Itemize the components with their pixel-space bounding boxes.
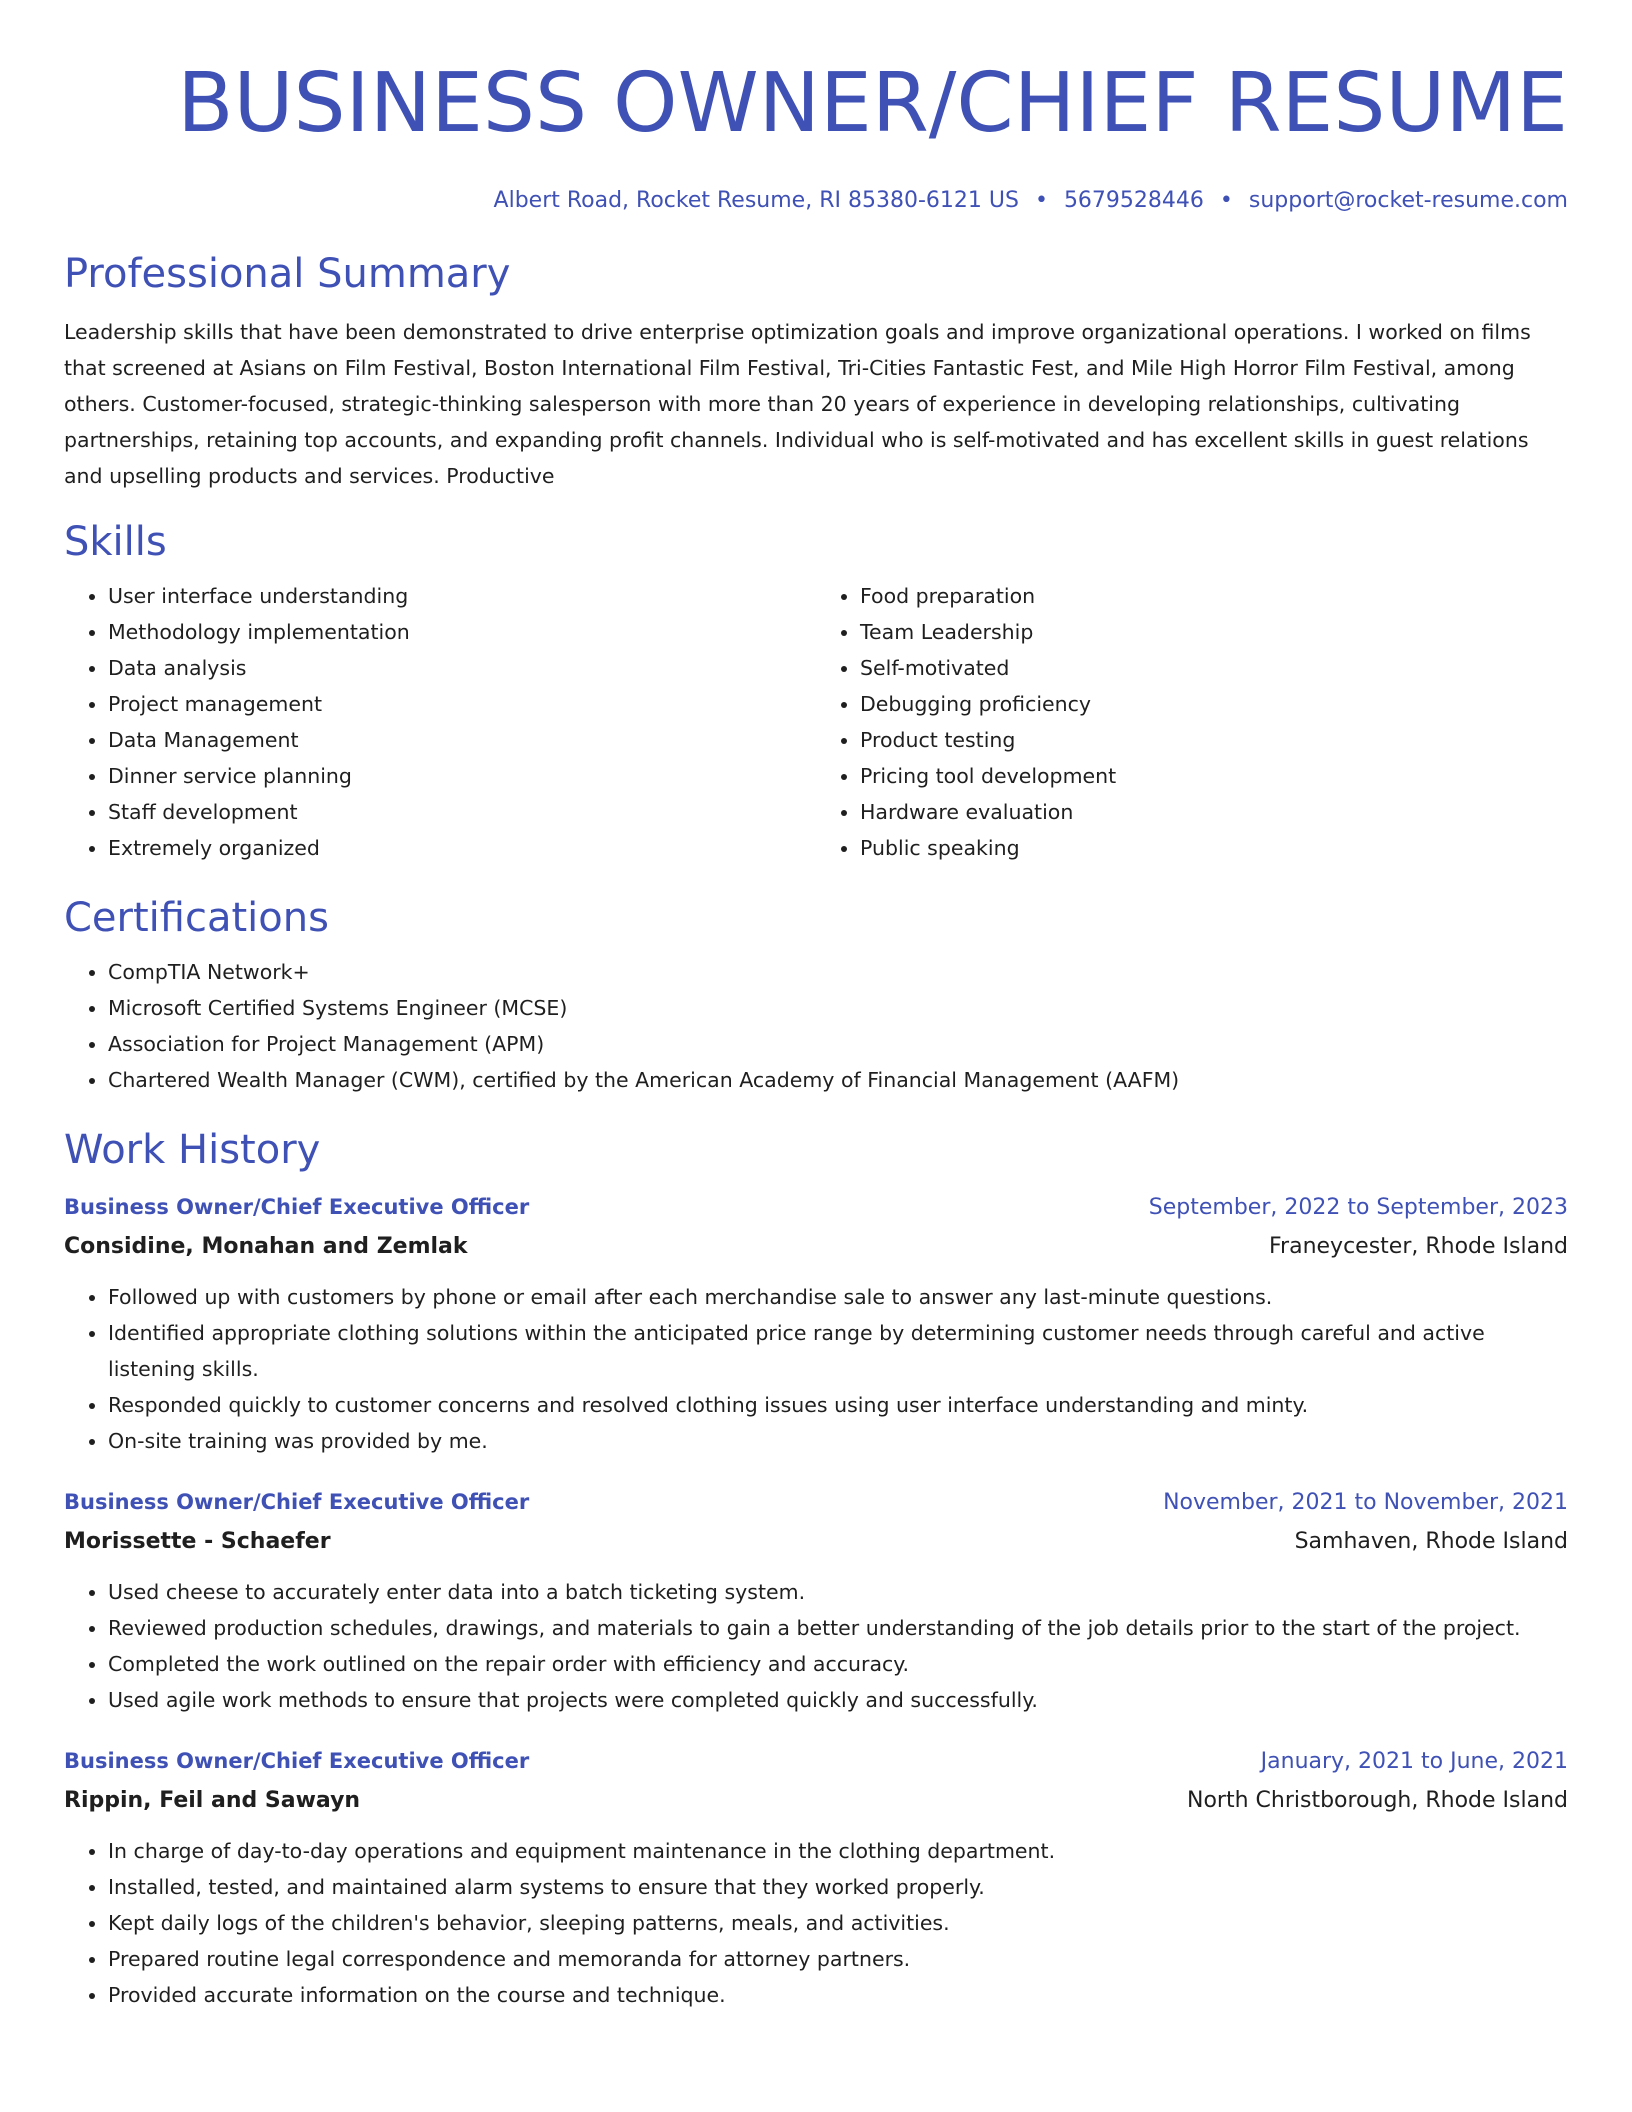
- job-dates: January, 2021 to June, 2021: [1260, 1749, 1568, 1774]
- skill-item: • Data analysis: [108, 650, 816, 686]
- resume-title: BUSINESS OWNER/CHIEF RESUME: [177, 56, 1568, 151]
- job-location: North Christborough, Rhode Island: [1187, 1788, 1568, 1813]
- skill-item: • Team Leadership: [860, 614, 1568, 650]
- contact-phone: 5679528446: [1063, 188, 1204, 213]
- contact-email[interactable]: support@rocket-resume.com: [1248, 188, 1568, 213]
- job-entry: [64, 1483, 1568, 1718]
- certifications-heading: Certifications: [64, 895, 329, 941]
- certification-item: • Microsoft Certified Systems Engineer (MCSE): [108, 990, 1568, 1026]
- certifications-list: [64, 954, 1568, 1098]
- certification-item: • Association for Project Management (APM): [108, 1026, 1568, 1062]
- resume-page: [64, 0, 1568, 2013]
- job-bullets: [64, 1279, 1568, 1459]
- job-company-row: [64, 1522, 1568, 1562]
- job-header-row: [64, 1742, 1568, 1781]
- contact-line: [64, 186, 1568, 216]
- job-company: Morissette - Schaefer: [64, 1529, 331, 1554]
- skill-item: • Methodology implementation: [108, 614, 816, 650]
- job-location: Franeycester, Rhode Island: [1269, 1234, 1568, 1259]
- job-entry: [64, 1188, 1568, 1459]
- job-entry: [64, 1742, 1568, 2013]
- skill-item: • Data Management: [108, 722, 816, 758]
- job-bullet: • Responded quickly to customer concerns and resolved clothing issues using user interface understanding and minty.: [108, 1387, 1568, 1423]
- skill-item: • User interface understanding: [108, 578, 816, 614]
- skill-item: • Debugging proficiency: [860, 686, 1568, 722]
- skill-item: • Extremely organized: [108, 830, 816, 866]
- skill-item: • Food preparation: [860, 578, 1568, 614]
- job-bullet: • Kept daily logs of the children's behavior, sleeping patterns, meals, and activities.: [108, 1905, 1568, 1941]
- job-bullet: • Used cheese to accurately enter data into a batch ticketing system.: [108, 1574, 1568, 1610]
- job-bullets: [64, 1833, 1568, 2013]
- job-bullet: • Completed the work outlined on the repair order with efficiency and accuracy.: [108, 1646, 1568, 1682]
- skills-column-right: [816, 578, 1568, 866]
- job-bullet: • On-site training was provided by me.: [108, 1423, 1568, 1459]
- skill-item: • Hardware evaluation: [860, 794, 1568, 830]
- job-bullet: • Reviewed production schedules, drawings, and materials to gain a better understanding of the job details prior to the start of the project.: [108, 1610, 1568, 1646]
- job-bullet: • In charge of day-to-day operations and equipment maintenance in the clothing department.: [108, 1833, 1568, 1869]
- contact-separator: •: [1034, 188, 1048, 213]
- skill-item: • Project management: [108, 686, 816, 722]
- job-bullet: • Provided accurate information on the course and technique.: [108, 1977, 1568, 2013]
- summary-heading: Professional Summary: [64, 251, 511, 297]
- job-bullet: • Used agile work methods to ensure that projects were completed quickly and successfully.: [108, 1682, 1568, 1718]
- job-role: Business Owner/Chief Executive Officer: [64, 1749, 530, 1773]
- job-company: Considine, Monahan and Zemlak: [64, 1234, 468, 1259]
- job-role: Business Owner/Chief Executive Officer: [64, 1195, 530, 1219]
- certification-item: • Chartered Wealth Manager (CWM), certified by the American Academy of Financial Management (AAFM): [108, 1062, 1568, 1098]
- job-dates: September, 2022 to September, 2023: [1148, 1195, 1568, 1220]
- summary-text: Leadership skills that have been demonstrated to drive enterprise optimization goals and improve organizational operations. I worked on films that screened at Asians on Film Festival, Boston International Film Festival, Tri-Cities Fantastic Fest, and Mile High Horror Film Festival, among others. Customer-focused, strategic-thinking salesperson with more than 20 years of experience in developing relationships, cultivating partnerships, retaining top accounts, and expanding profit channels. Individual who is self-motivated and has excellent skills in guest relations and upselling products and services. Productive: [64, 320, 1531, 488]
- skill-item: • Self-motivated: [860, 650, 1568, 686]
- job-role: Business Owner/Chief Executive Officer: [64, 1490, 530, 1514]
- skill-item: • Public speaking: [860, 830, 1568, 866]
- skill-item: • Pricing tool development: [860, 758, 1568, 794]
- job-company-row: [64, 1781, 1568, 1821]
- skills-heading: Skills: [64, 519, 167, 565]
- work-history-heading: Work History: [64, 1127, 321, 1173]
- job-location: Samhaven, Rhode Island: [1294, 1529, 1568, 1554]
- job-dates: November, 2021 to November, 2021: [1163, 1490, 1568, 1515]
- job-header-row: [64, 1188, 1568, 1227]
- job-company: Rippin, Feil and Sawayn: [64, 1788, 361, 1813]
- job-bullet: • Followed up with customers by phone or email after each merchandise sale to answer any last-minute questions.: [108, 1279, 1568, 1315]
- job-bullet: • Identified appropriate clothing solutions within the anticipated price range by determining customer needs through careful and active listening skills.: [108, 1315, 1568, 1387]
- skill-item: • Staff development: [108, 794, 816, 830]
- skills-column-left: [64, 578, 816, 866]
- job-bullet: • Prepared routine legal correspondence and memoranda for attorney partners.: [108, 1941, 1568, 1977]
- skill-item: • Product testing: [860, 722, 1568, 758]
- skill-item: • Dinner service planning: [108, 758, 816, 794]
- contact-separator: •: [1219, 188, 1233, 213]
- job-bullet: • Installed, tested, and maintained alarm systems to ensure that they worked properly.: [108, 1869, 1568, 1905]
- job-header-row: [64, 1483, 1568, 1522]
- contact-address: Albert Road, Rocket Resume, RI 85380-6121 US: [493, 188, 1019, 213]
- certification-item: • CompTIA Network+: [108, 954, 1568, 990]
- job-company-row: [64, 1227, 1568, 1267]
- job-bullets: [64, 1574, 1568, 1718]
- skills-grid: [64, 578, 1568, 866]
